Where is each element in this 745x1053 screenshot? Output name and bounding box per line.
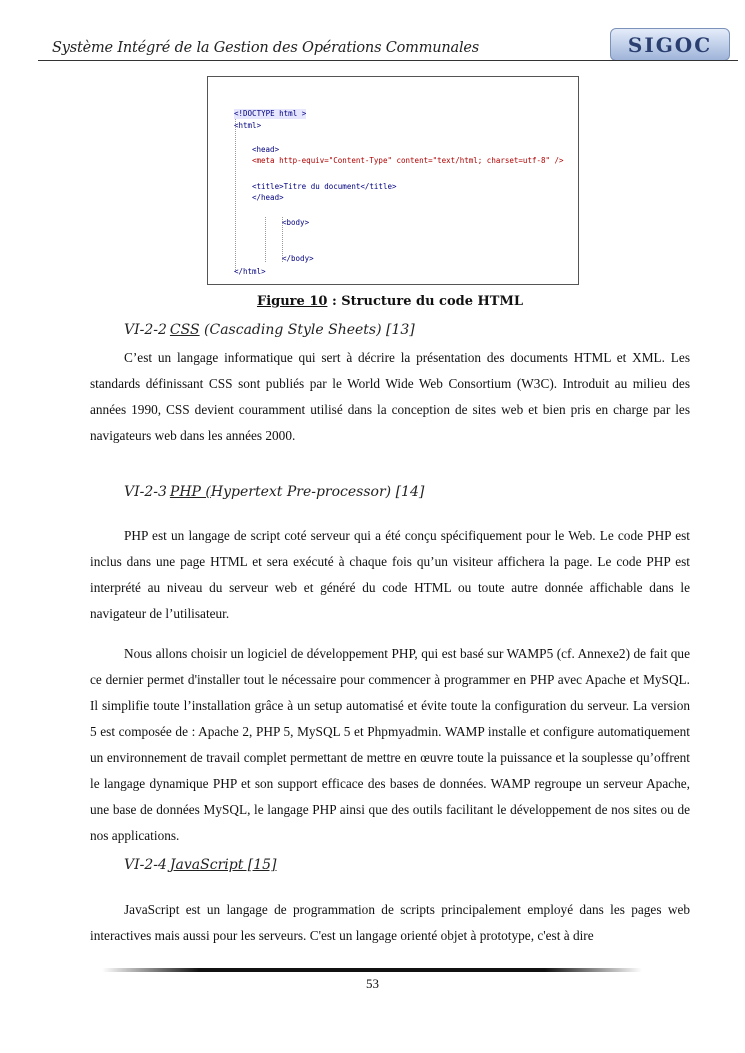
paragraph-javascript: JavaScript est un langage de programmation de scripts principalement employé dans les pages web interactives mais aussi pour les serveurs. C'est un langage orienté objet à prototype, c'est à dire — [90, 902, 690, 943]
section-number: VI-2-4 — [124, 857, 167, 873]
section-heading-javascript — [124, 857, 277, 873]
logo-text: SIGOC — [627, 32, 713, 57]
html-code-figure — [207, 76, 579, 285]
sigoc-logo — [610, 28, 730, 61]
code-line-title: <title>Titre du document</title> — [252, 182, 397, 191]
paragraph-php-1: PHP est un langage de script coté serveur qui a été conçu spécifiquement pour le Web. Le code PHP est inclus dans une page HTML et sera exécuté à chaque fois qu’un visiteur affichera la page. Le code PHP est interprété au niveau du serveur web et généré du code HTML ou toute autre donnée affichable dans le navigateur de l’utilisateur. — [90, 528, 690, 621]
code-line-html-open: <html> — [234, 121, 262, 130]
header-rule — [38, 60, 738, 61]
code-line-html-close: </html> — [234, 267, 266, 276]
page-number: 53 — [366, 976, 379, 991]
figure-caption-text: : Structure du code HTML — [327, 294, 524, 309]
code-line-head-close: </head> — [252, 193, 284, 202]
indent-guide — [265, 217, 266, 262]
section-number: VI-2-3 — [124, 484, 167, 500]
section-term: CSS — [169, 322, 200, 338]
section-term: JavaScript [15] — [169, 857, 277, 873]
code-line-body-open: <body> — [282, 218, 310, 227]
footer-rule — [102, 968, 642, 972]
code-line-doctype: <!DOCTYPE html > — [234, 109, 307, 118]
paragraph-css: C’est un langage informatique qui sert à décrire la présentation des documents HTML et XML. Les standards définissant CSS sont publiés par le World Wide Web Consortium (W3C). Introduit au milieu des années 1990, CSS devient couramment utilisé dans la conception de sites web et bien pris en charge par les navigateurs web dans les années 2000. — [90, 350, 690, 443]
figure-caption — [0, 294, 745, 309]
code-line-meta: <meta http-equiv="Content-Type" content="text/html; charset=utf-8" /> — [252, 156, 564, 165]
paragraph-php-2: Nous allons choisir un logiciel de développement PHP, qui est basé sur WAMP5 (cf. Annexe2) de fait que ce dernier permet d'installer tout le nécessaire pour commencer à programmer en PHP avec Apache et MySQL. Il simplifie toute l’installation grâce à un setup automatisé et évite toute la configuration du serveur. La version 5 est composée de : Apache 2, PHP 5, MySQL 5 et Phpmyadmin. WAMP installe et configure automatiquement un environnement de travail complet permettant de mettre en œuvre toute la puissance et la souplesse qu’offrent le langage dynamique PHP et son support efficace des bases de données. WAMP regroupe un serveur Apache, une base de données MySQL, le langage PHP ainsi que des outils facilitant le développement de nos sites ou de nos applications. — [90, 646, 690, 843]
section-rest: (Cascading Style Sheets) [13] — [199, 322, 415, 338]
running-header-title: Système Intégré de la Gestion des Opérations Communales — [52, 40, 480, 56]
section-heading-css — [124, 322, 415, 338]
section-number: VI-2-2 — [124, 322, 167, 338]
section-heading-php — [124, 484, 424, 500]
code-line-head-open: <head> — [252, 145, 280, 154]
code-line-body-close: </body> — [282, 254, 314, 263]
section-rest: Hypertext Pre-processor) [14] — [210, 484, 425, 500]
section-term: PHP ( — [169, 484, 211, 500]
indent-guide — [235, 117, 236, 272]
figure-caption-label: Figure 10 — [256, 294, 328, 309]
